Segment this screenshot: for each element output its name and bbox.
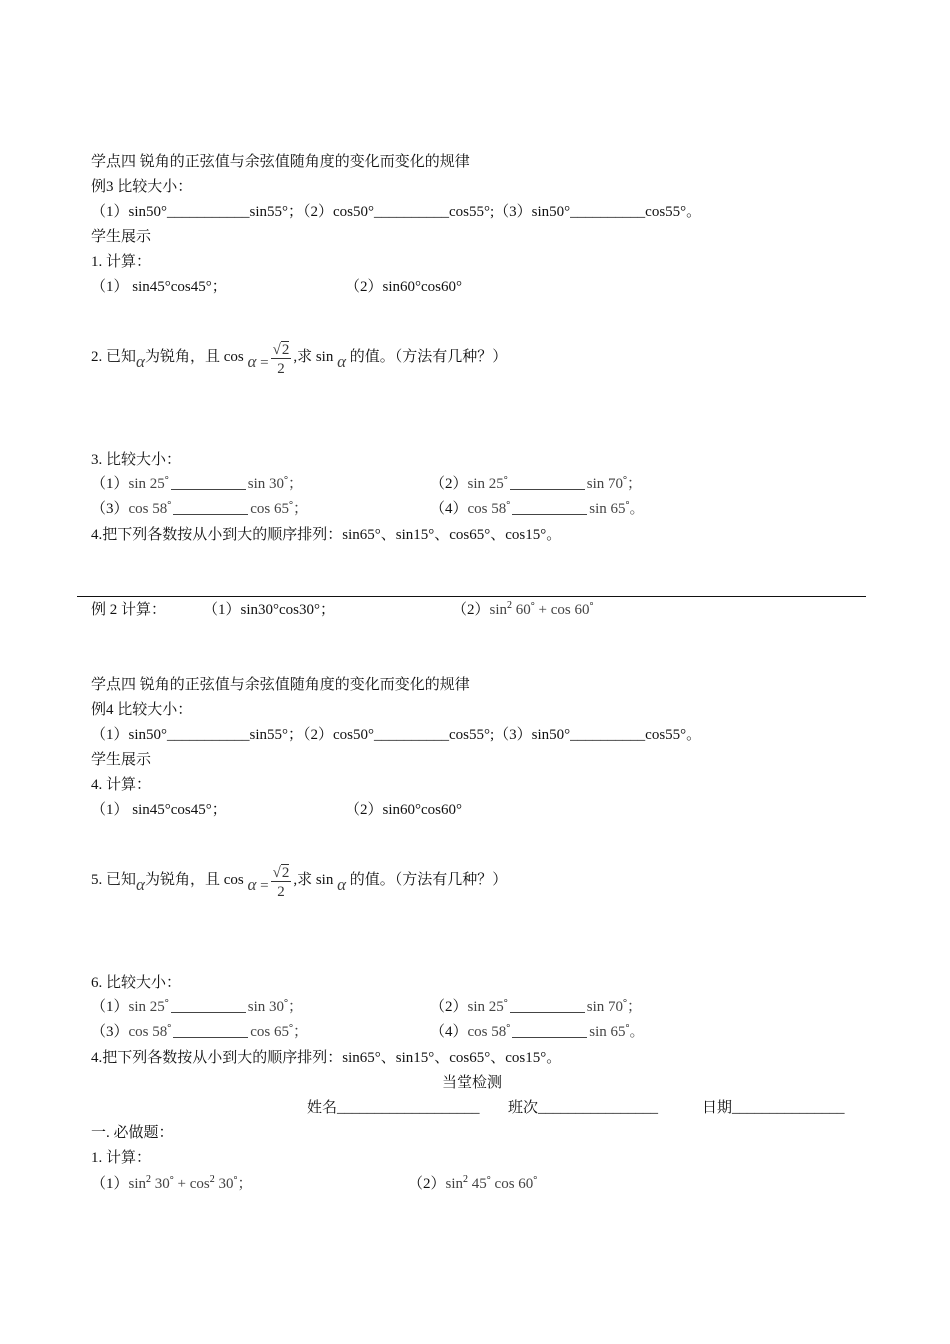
example-2-a: （1）sin30°cos30°； [203, 602, 335, 618]
q2-prefix: 5. 已知 [91, 871, 137, 888]
quiz-q1a: $(1)\sin^2$ $30^\circ + \cos^2 30^\circ$； [91, 1174, 253, 1192]
compare-item-1: （1）sin 25° sin 30°； [91, 998, 304, 1015]
section-heading-1: 学点四 锐角的正弦值与余弦值随角度的变化而变化的规律 [91, 154, 470, 170]
fraction-denominator: 2 [277, 884, 285, 900]
student-show-2: 学生展示 [91, 752, 152, 768]
q2-line-2 [91, 863, 507, 898]
alpha-symbol: α [337, 874, 347, 894]
answer-blank[interactable] [510, 475, 585, 490]
required-section: 一. 必做题： [91, 1125, 174, 1141]
date-field[interactable]: 日期_______________ [702, 1100, 845, 1116]
compare-line-1: （1）sin50°___________sin55°；（2）cos50°__________cos55°;（3）sin50°__________cos55°。 [91, 204, 702, 220]
q2-suffix: 的值。（方法有几种？） [346, 871, 508, 888]
q2-line-1 [91, 340, 507, 375]
answer-blank[interactable] [171, 998, 246, 1013]
answer-blank[interactable] [512, 500, 587, 515]
equals-sign: = [260, 354, 269, 371]
compare-item-4: （4）cos 58° sin 65°。 [430, 500, 645, 517]
q2-mid1: 为锐角，且 cos [144, 871, 244, 888]
compare-item-1: （1）sin 25° sin 30°； [91, 475, 304, 492]
q1b-1: （2）sin60°cos60° [345, 279, 462, 295]
alpha-symbol: α [247, 874, 257, 894]
alpha-symbol: α [136, 874, 145, 894]
q3-title-2: 6. 比较大小： [91, 975, 182, 991]
order-question-2: 4.把下列各数按从小到大的顺序排列：sin65°、sin15°、cos65°、cos15°。 [91, 1050, 562, 1066]
answer-blank[interactable] [171, 475, 246, 490]
sqrt-radicand: 2 [281, 342, 290, 358]
q3-title-1: 3. 比较大小： [91, 452, 182, 468]
fraction-sqrt2-over-2: $\frac{√2}{2}$ [272, 865, 290, 900]
answer-blank[interactable] [173, 1023, 248, 1038]
alpha-symbol: α [136, 351, 145, 371]
q2-mid1: 为锐角，且 cos [144, 348, 244, 365]
name-field[interactable]: 姓名___________________ [307, 1100, 480, 1116]
fraction-denominator: 2 [277, 361, 285, 377]
alpha-symbol: α [247, 351, 257, 371]
student-show-1: 学生展示 [91, 229, 152, 245]
compare-line-2: （1）sin50°___________sin55°；（2）cos50°__________cos55°;（3）sin50°__________cos55°。 [91, 727, 702, 743]
quiz-q1-title: 1. 计算： [91, 1150, 152, 1166]
answer-blank[interactable] [510, 998, 585, 1013]
q2-suffix: 的值。（方法有几种？） [346, 348, 508, 365]
compare-item-4: （4）cos 58° sin 65°。 [430, 1023, 645, 1040]
quiz-title: 当堂检测 [442, 1075, 503, 1091]
quiz-q1b: $(2)\sin^2$ 45° cos 60° [408, 1174, 538, 1192]
answer-blank[interactable] [173, 500, 248, 515]
q1a-1: （1） sin45°cos45°； [91, 279, 227, 295]
answer-blank[interactable] [512, 1023, 587, 1038]
equals-sign: = [260, 877, 269, 894]
compare-item-3: （3）cos 58° cos 65°； [91, 1023, 309, 1040]
q1a-2: （1） sin45°cos45°； [91, 802, 227, 818]
class-field[interactable]: 班次________________ [508, 1100, 659, 1116]
example-2-title: 例 2 计算： [91, 602, 167, 618]
q1-title-1: 1. 计算： [91, 254, 152, 270]
divider-line [77, 596, 866, 597]
section-heading-2: 学点四 锐角的正弦值与余弦值随角度的变化而变化的规律 [91, 677, 470, 693]
q1-title-2: 4. 计算： [91, 777, 152, 793]
q1b-2: （2）sin60°cos60° [345, 802, 462, 818]
order-question-1: 4.把下列各数按从小到大的顺序排列：sin65°、sin15°、cos65°、cos15°。 [91, 527, 562, 543]
alpha-symbol: α [337, 351, 347, 371]
fraction-sqrt2-over-2: $\frac{√2}{2}$ [272, 342, 290, 377]
example-2-b: $(2)\sin^2$ 60° + cos 60° [452, 600, 594, 618]
compare-item-2: （2）sin 25° sin 70°； [430, 998, 643, 1015]
compare-item-3: （3）cos 58° cos 65°； [91, 500, 309, 517]
q2-mid2: ,求 sin [293, 348, 334, 365]
example-3-title: 例3 比较大小： [91, 179, 193, 195]
sqrt-radicand: 2 [281, 865, 290, 881]
q2-prefix: 2. 已知 [91, 348, 137, 365]
compare-item-2: （2）sin 25° sin 70°； [430, 475, 643, 492]
q2-mid2: ,求 sin [293, 871, 334, 888]
example-4-title: 例4 比较大小： [91, 702, 193, 718]
